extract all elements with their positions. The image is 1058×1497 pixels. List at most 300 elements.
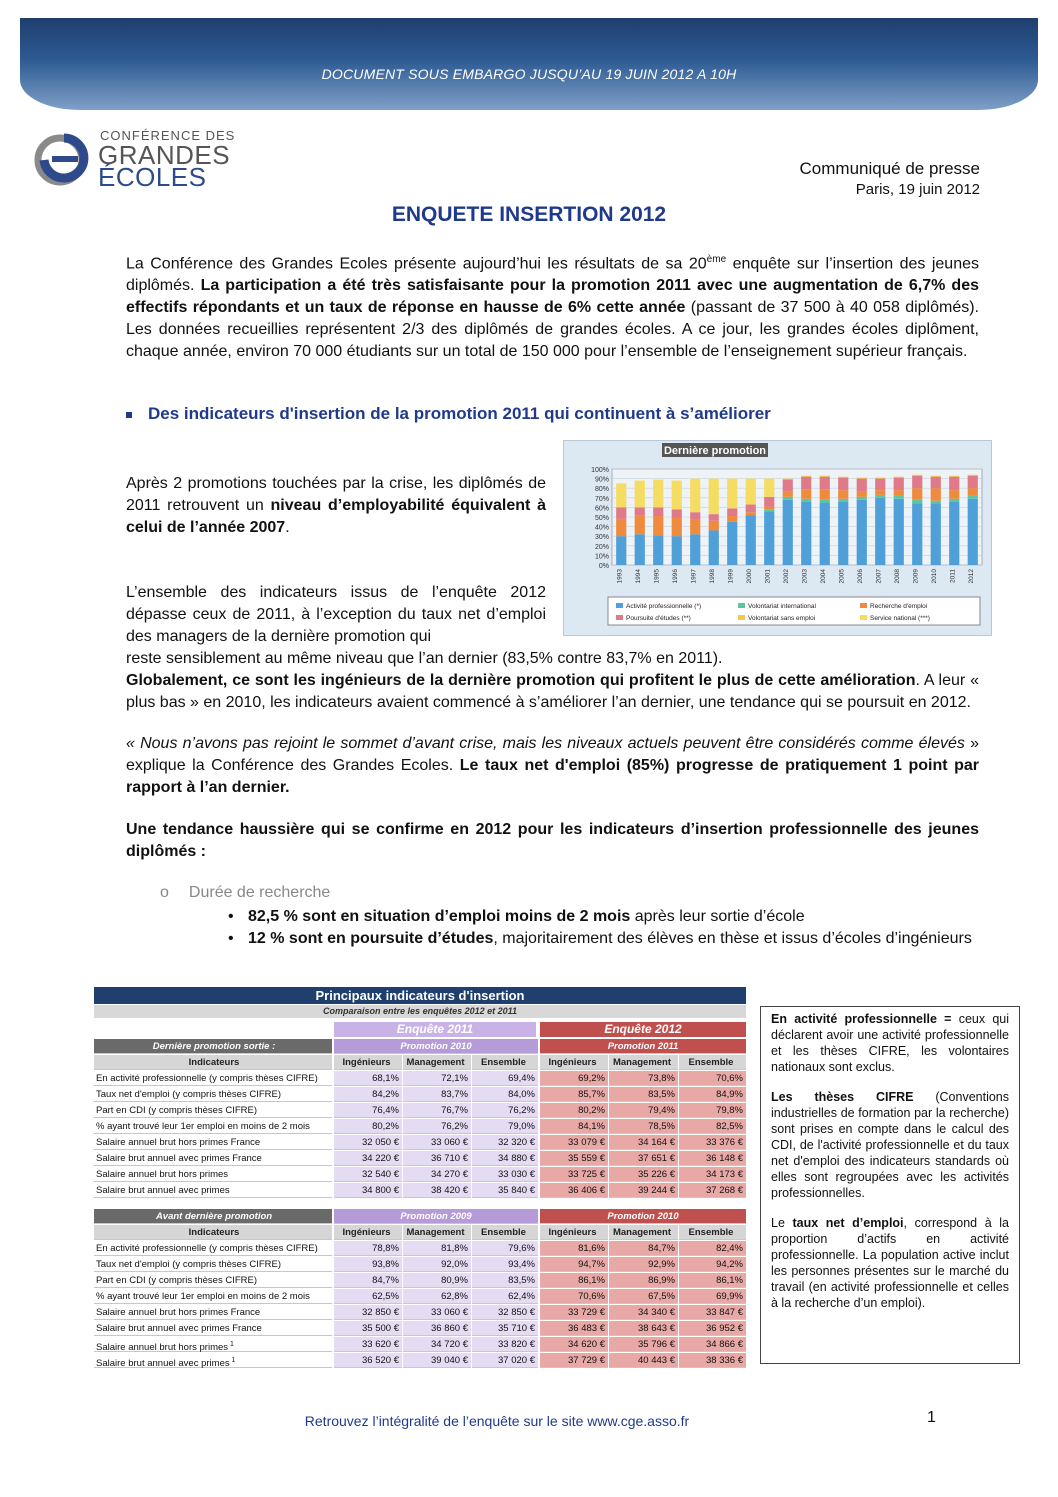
table-cell: 32 050 € (334, 1135, 402, 1150)
quote-attribution: » explique la Conférence des Grandes Ecoles. (126, 735, 979, 774)
chart-title: Dernière promotion (663, 445, 767, 457)
bar-segment (949, 490, 959, 499)
legend-swatch (616, 603, 623, 608)
sub-bullet-text: Durée de recherche (188, 884, 331, 901)
column-header: Indicateurs (94, 1225, 332, 1240)
bar-segment (931, 476, 941, 477)
press-label: Communiqué de presse (799, 159, 980, 178)
column-header: Management (609, 1225, 678, 1240)
table-cell: 93,4% (472, 1257, 538, 1272)
table-group-header (94, 1039, 746, 1055)
bar-segment (635, 481, 645, 508)
bar-segment (912, 476, 922, 488)
table-cell: 33 847 € (679, 1305, 746, 1320)
table-cell: 39 244 € (609, 1183, 678, 1198)
definition-activite (771, 1011, 1009, 1075)
bar-segment (783, 497, 793, 500)
para-globalement-bold: Globalement, ce sont les ingénieurs de la dernière promotion qui profitent le plus de cette amélioration (126, 672, 916, 689)
bar-segment (801, 502, 811, 565)
table-cell: 35 710 € (472, 1321, 538, 1336)
bar-segment (894, 499, 904, 565)
table-cell: 69,2% (540, 1071, 608, 1086)
table-column-header (94, 1055, 746, 1071)
column-header: Ensemble (679, 1055, 746, 1070)
bar-segment (764, 511, 774, 565)
definition-text: , correspond à la proportion d’actifs en activité professionnelle. La population active inclut les personnes présentes sur le marché du travail (en activité professionnelle et celles à la recherche d’un emploi). (771, 1216, 1009, 1310)
table-row (94, 1071, 746, 1087)
y-tick-label: 40% (594, 524, 609, 532)
list-item (228, 906, 980, 927)
quote-text: « Nous n’avons pas rejoint le sommet d’avant crise, mais les niveaux actuels peuvent être considérés comme élevés (126, 735, 965, 752)
table-cell: 35 796 € (609, 1337, 678, 1352)
table-cell: 35 840 € (472, 1183, 538, 1198)
bar-segment (875, 478, 885, 479)
y-tick-label: 60% (594, 505, 609, 513)
table-cell: 62,4% (472, 1289, 538, 1304)
row-label: Salaire annuel brut hors primes (94, 1167, 332, 1182)
bar-segment (949, 477, 959, 490)
table-cell: 34 720 € (403, 1337, 471, 1352)
cge-logo (30, 126, 240, 190)
legend-label: Activité professionnelle (*) (626, 603, 702, 610)
table-row (94, 1087, 746, 1103)
table-cell: 86,1% (679, 1273, 746, 1288)
promo-a-label: Promotion 2010 (334, 1039, 538, 1054)
x-tick-label: 2007 (875, 569, 883, 584)
legend-label: Volontariat sans emploi (748, 615, 816, 622)
y-tick-label: 90% (594, 476, 609, 484)
x-tick-label: 1997 (690, 569, 698, 584)
y-tick-label: 100% (591, 467, 609, 474)
table-cell: 73,8% (609, 1071, 678, 1086)
table-cell: 34 270 € (403, 1167, 471, 1182)
definition-cifre (771, 1089, 1009, 1201)
table-cell: 67,5% (609, 1289, 678, 1304)
bar-segment (672, 509, 682, 518)
x-tick-label: 2000 (745, 569, 753, 584)
bar-segment (931, 477, 941, 489)
bar-segment (875, 479, 885, 491)
bar-segment (783, 500, 793, 565)
bar-segment (968, 475, 978, 476)
column-header: Indicateurs (94, 1055, 332, 1070)
legend-swatch (738, 603, 745, 608)
bar-segment (931, 501, 941, 504)
enquete-2012-header: Enquête 2012 (540, 1022, 746, 1037)
table-cell: 32 850 € (472, 1305, 538, 1320)
table-cell: 92,0% (403, 1257, 471, 1272)
table-cell: 34 173 € (679, 1167, 746, 1182)
table-cell: 33 060 € (403, 1135, 471, 1150)
bar-segment (783, 491, 793, 497)
bar-segment (949, 499, 959, 502)
table-cell: 83,5% (472, 1273, 538, 1288)
table-cell: 36 148 € (679, 1151, 746, 1166)
insertion-chart (563, 440, 992, 636)
table-cell: 81,6% (540, 1241, 608, 1256)
legend-label: Recherche d'emploi (870, 603, 928, 610)
row-label: Salaire annuel brut hors primes $^1$ (94, 1337, 332, 1352)
x-tick-label: 2004 (819, 569, 827, 584)
bar-segment (690, 479, 700, 513)
bar-segment (635, 515, 645, 534)
bar-segment (820, 500, 830, 503)
table-cell: 69,9% (679, 1289, 746, 1304)
group-label: Avant dernière promotion (94, 1209, 332, 1224)
legend-swatch (616, 615, 623, 620)
table-cell: 32 850 € (334, 1305, 402, 1320)
table-cell: 93,8% (334, 1257, 402, 1272)
bar-segment (931, 488, 941, 500)
bar-segment (709, 514, 719, 521)
table-cell: 84,0% (472, 1087, 538, 1102)
footer-link[interactable]: Retrouvez l’intégralité de l’enquête sur le site www.cge.asso.fr (304, 1413, 690, 1429)
table-cell: 33 030 € (472, 1167, 538, 1182)
table-row (94, 1103, 746, 1119)
bar-segment (801, 476, 811, 477)
table-cell: 79,8% (679, 1103, 746, 1118)
table-cell: 38 420 € (403, 1183, 471, 1198)
x-tick-label: 2009 (912, 569, 920, 584)
table-row (94, 1119, 746, 1135)
table-cell: 34 220 € (334, 1151, 402, 1166)
circle-bullet-icon: o (160, 884, 169, 901)
section-heading-text: Des indicateurs d'insertion de la promotion 2011 qui continuent à s’améliorer (148, 404, 771, 423)
table-cell: 34 340 € (609, 1305, 678, 1320)
intro-sup: ème (706, 254, 727, 265)
table-cell: 82,4% (679, 1241, 746, 1256)
table-cell: 38 643 € (609, 1321, 678, 1336)
bar-segment (616, 507, 626, 519)
table-cell: 78,5% (609, 1119, 678, 1134)
bar-segment (764, 506, 774, 509)
table-cell: 84,9% (679, 1087, 746, 1102)
footnote-marker: 1 (229, 1357, 236, 1364)
bar-segment (968, 476, 978, 488)
bar-segment (635, 507, 645, 515)
quote-bold: Le taux net d'emploi (85%) progresse de pratiquement 1 point par rapport à l’an dernier (126, 757, 980, 796)
bar-segment (838, 478, 848, 490)
page-title: ENQUETE INSERTION 2012 (391, 203, 667, 226)
bar-segment (653, 516, 663, 535)
list-item (228, 928, 980, 949)
bar-segment (838, 490, 848, 499)
bar-segment (746, 512, 756, 515)
table-cell: 33 376 € (679, 1135, 746, 1150)
bar-segment (783, 479, 793, 480)
table-cell: 33 729 € (540, 1305, 608, 1320)
bar-segment (968, 488, 978, 496)
table-cell: 33 620 € (334, 1337, 402, 1352)
table-cell: 86,1% (540, 1273, 608, 1288)
bar-segment (931, 504, 941, 565)
bar-segment (857, 479, 867, 491)
bar-segment (912, 500, 922, 504)
table-cell: 76,2% (403, 1119, 471, 1134)
definition-term: Les thèses CIFRE (771, 1090, 914, 1104)
y-tick-label: 20% (594, 543, 609, 551)
para-crise-end: . (285, 519, 290, 536)
definitions-box (760, 1006, 1020, 1364)
table-cell: 76,2% (472, 1103, 538, 1118)
table-cell: 36 406 € (540, 1183, 608, 1198)
intro-text-1: La Conférence des Grandes Ecoles présente aujourd’hui les résultats de sa 20 (126, 255, 707, 273)
table-cell: 32 320 € (472, 1135, 538, 1150)
sub-bullet (160, 884, 330, 902)
para-crise-bold: niveau d’employabilité équivalent à celui de l’année 2007 (126, 497, 547, 536)
x-tick-label: 2008 (893, 569, 901, 584)
press-date: Paris, 19 juin 2012 (855, 181, 980, 198)
bar-segment (709, 521, 719, 531)
bar-segment (894, 490, 904, 496)
bar-segment (857, 500, 867, 565)
footnote-marker: 1 (228, 1341, 234, 1348)
bar-segment (912, 488, 922, 500)
bar-segment (616, 536, 626, 565)
bar-segment (764, 497, 774, 507)
bar-segment (727, 479, 737, 509)
table-cell: 37 020 € (472, 1353, 538, 1368)
table-cell: 69,4% (472, 1071, 538, 1086)
list-item-bold: 82,5 % sont en situation d’emploi moins de 2 mois (248, 908, 631, 925)
bar-segment (783, 480, 793, 492)
table-cell: 84,7% (334, 1273, 402, 1288)
bar-segment (820, 489, 830, 500)
row-label: Taux net d'emploi (y compris thèses CIFRE) (94, 1087, 332, 1102)
bar-segment (801, 489, 811, 499)
y-tick-label: 80% (594, 486, 609, 494)
table-cell: 68,1% (334, 1071, 402, 1086)
table-row (94, 1183, 746, 1199)
table-cell: 33 060 € (403, 1305, 471, 1320)
bar-segment (727, 522, 737, 565)
table-cell: 79,4% (609, 1103, 678, 1118)
table-cell: 33 079 € (540, 1135, 608, 1150)
logo-line-1: CONFÉRENCE DES (100, 128, 236, 143)
bar-segment (709, 530, 719, 565)
table-cell: 86,9% (609, 1273, 678, 1288)
bar-segment (653, 535, 663, 565)
table-cell: 83,5% (609, 1087, 678, 1102)
promo-a-label: Promotion 2009 (334, 1209, 538, 1224)
legend-swatch (738, 615, 745, 620)
table-row (94, 1321, 746, 1337)
definition-taux (771, 1215, 1009, 1311)
table-cell: 76,7% (403, 1103, 471, 1118)
bar-segment (912, 504, 922, 565)
row-label: % ayant trouvé leur 1er emploi en moins de 2 mois (94, 1289, 332, 1304)
x-tick-label: 2012 (967, 569, 975, 584)
para-tendance: Une tendance haussière qui se confirme en 2012 pour les indicateurs d’insertion professionnelle des jeunes diplômés : (126, 821, 979, 860)
row-label: Salaire annuel brut hors primes France (94, 1135, 332, 1150)
list-item-bold: 12 % sont en poursuite d’études (248, 930, 494, 947)
table-cell: 76,4% (334, 1103, 402, 1118)
bar-segment (838, 499, 848, 502)
bar-segment (857, 491, 867, 497)
table-cell: 78,8% (334, 1241, 402, 1256)
para-indicateurs-cont: reste sensiblement au même niveau que l’an dernier (83,5% contre 83,7% en 2011). (126, 650, 723, 667)
table-title: Principaux indicateurs d'insertion (94, 987, 746, 1004)
bar-segment (875, 498, 885, 565)
table-row (94, 1167, 746, 1183)
bar-segment (709, 479, 719, 515)
bar-segment (968, 496, 978, 499)
group-label: Dernière promotion sortie : (94, 1039, 332, 1054)
definition-term: En activité professionnelle = (771, 1012, 952, 1026)
row-label: Taux net d'emploi (y compris thèses CIFRE) (94, 1257, 332, 1272)
bar-segment (672, 481, 682, 510)
bar-segment (949, 502, 959, 565)
para-globalement (126, 670, 979, 714)
logo-line-2: GRANDES (98, 140, 231, 170)
bar-segment (727, 516, 737, 522)
bar-segment (968, 499, 978, 565)
row-label: Part en CDI (y compris thèses CIFRE) (94, 1273, 332, 1288)
bar-segment (912, 475, 922, 476)
x-tick-label: 2010 (930, 569, 938, 584)
enquete-2011-header: Enquête 2011 (334, 1022, 536, 1037)
bar-segment (690, 520, 700, 534)
table-cell: 36 952 € (679, 1321, 746, 1336)
bar-segment (690, 534, 700, 565)
column-header: Management (403, 1055, 471, 1070)
row-label: % ayant trouvé leur 1er emploi en moins de 2 mois (94, 1119, 332, 1134)
column-header: Management (403, 1225, 471, 1240)
intro-bold: La participation a été très satisfaisante pour la promotion 2011 avec une augmentation de 6,7% des effectifs répondants et un taux de réponse en hausse de 6% cette année (126, 277, 980, 317)
table-cell: 33 820 € (472, 1337, 538, 1352)
table-row (94, 1273, 746, 1289)
table-cell: 36 710 € (403, 1151, 471, 1166)
table-cell: 39 040 € (403, 1353, 471, 1368)
bar-segment (635, 534, 645, 565)
bar-segment (727, 508, 737, 516)
table-cell: 34 164 € (609, 1135, 678, 1150)
x-tick-label: 1996 (671, 569, 679, 584)
x-tick-label: 2002 (782, 569, 790, 584)
legend-label: Poursuite d'études (**) (626, 615, 691, 622)
bullet-icon: • (228, 930, 234, 947)
bullet-icon: • (228, 908, 234, 925)
row-label: Salaire annuel brut hors primes France (94, 1305, 332, 1320)
bar-segment (616, 483, 626, 507)
press-header (800, 158, 980, 200)
table-cell: 36 860 € (403, 1321, 471, 1336)
promo-b-label: Promotion 2010 (540, 1209, 746, 1224)
table-row (94, 1289, 746, 1305)
bar-segment (838, 502, 848, 565)
intro-paragraph (126, 249, 979, 363)
para-globalement-text: . A leur « plus bas » en 2010, les indicateurs avaient commencé à s’améliorer l’an dernier, une tendance qui se poursuit en 2012. (126, 672, 979, 711)
insertion-chart-svg (564, 441, 991, 635)
table-cell: 37 729 € (540, 1353, 608, 1368)
table-column-header (94, 1225, 746, 1241)
embargo-notice: DOCUMENT SOUS EMBARGO JUSQU’AU 19 JUIN 2012 A 10H (321, 66, 737, 82)
cge-monogram-icon (30, 126, 92, 188)
column-header: Ensemble (679, 1225, 746, 1240)
y-tick-label: 10% (594, 553, 609, 561)
x-tick-label: 2003 (801, 569, 809, 584)
row-label: Salaire brut annuel avec primes (94, 1183, 332, 1198)
y-tick-label: 50% (594, 515, 609, 522)
row-label: Salaire brut annuel avec primes France (94, 1151, 332, 1166)
row-label: En activité professionnelle (y compris thèses CIFRE) (94, 1071, 332, 1086)
table-subtitle: Comparaison entre les enquêtes 2012 et 2011 (94, 1005, 746, 1018)
table-cell: 80,2% (334, 1119, 402, 1134)
table-cell: 85,7% (540, 1087, 608, 1102)
table-cell: 82,5% (679, 1119, 746, 1134)
list-item-text: après leur sortie d’école (630, 908, 805, 925)
section-heading (126, 404, 771, 424)
table-cell: 94,7% (540, 1257, 608, 1272)
bar-segment (875, 490, 885, 495)
table-row (94, 1337, 746, 1353)
x-tick-label: 1993 (616, 569, 624, 584)
para-citation (126, 733, 979, 799)
row-label: Salaire brut annuel avec primes $^1$ (94, 1353, 332, 1368)
table-cell: 84,2% (334, 1087, 402, 1102)
bar-segment (820, 477, 830, 489)
bar-segment (764, 479, 774, 497)
legend-swatch (860, 615, 867, 620)
table-row (94, 1241, 746, 1257)
x-tick-label: 2011 (949, 569, 957, 583)
table-cell: 80,2% (540, 1103, 608, 1118)
bar-segment (857, 478, 867, 479)
bar-segment (894, 477, 904, 478)
page-number: 1 (927, 1409, 936, 1426)
definition-text: ceux qui déclarent avoir une activité professionnelle et les thèses CIFRE, les volontaires nationaux sont exclus. (771, 1012, 1010, 1074)
para-indicateurs: L’ensemble des indicateurs issus de l’enquête 2012 dépasse ceux de 2011, à l’exception du taux net d’emploi des managers de la dernière promotion qui (126, 584, 546, 645)
x-tick-label: 1994 (634, 569, 642, 584)
table-cell: 36 483 € (540, 1321, 608, 1336)
column-header: Ingénieurs (540, 1055, 608, 1070)
table-cell: 80,9% (403, 1273, 471, 1288)
column-header: Ensemble (472, 1055, 538, 1070)
logo-line-3: ÉCOLES (98, 162, 207, 192)
column-header: Management (609, 1055, 678, 1070)
row-label: Part en CDI (y compris thèses CIFRE) (94, 1103, 332, 1118)
header-banner (20, 18, 1038, 110)
table-cell: 34 620 € (540, 1337, 608, 1352)
definition-term: taux net d’emploi (792, 1216, 904, 1230)
bar-segment (894, 478, 904, 490)
bar-segment (820, 503, 830, 565)
table-cell: 84,7% (609, 1241, 678, 1256)
table-cell: 84,1% (540, 1119, 608, 1134)
table-cell: 35 226 € (609, 1167, 678, 1182)
legend-swatch (860, 603, 867, 608)
row-label: En activité professionnelle (y compris thèses CIFRE) (94, 1241, 332, 1256)
table-cell: 62,8% (403, 1289, 471, 1304)
x-tick-label: 1995 (653, 569, 661, 584)
column-header: Ingénieurs (334, 1225, 402, 1240)
bar-segment (746, 505, 756, 513)
bar-segment (894, 496, 904, 499)
bar-segment (949, 476, 959, 477)
y-tick-label: 0% (598, 563, 609, 570)
table-cell: 34 866 € (679, 1337, 746, 1352)
bar-segment (801, 477, 811, 489)
x-tick-label: 1999 (727, 569, 735, 584)
bar-segment (653, 507, 663, 516)
bar-segment (857, 497, 867, 500)
list-item-text: , majoritairement des élèves en thèse et issus d’écoles d’ingénieurs (493, 930, 972, 947)
table-cell: 70,6% (679, 1071, 746, 1086)
table-cell: 72,1% (403, 1071, 471, 1086)
legend-label: Volontariat international (748, 603, 816, 610)
bar-segment (672, 536, 682, 565)
table-cell: 83,7% (403, 1087, 471, 1102)
